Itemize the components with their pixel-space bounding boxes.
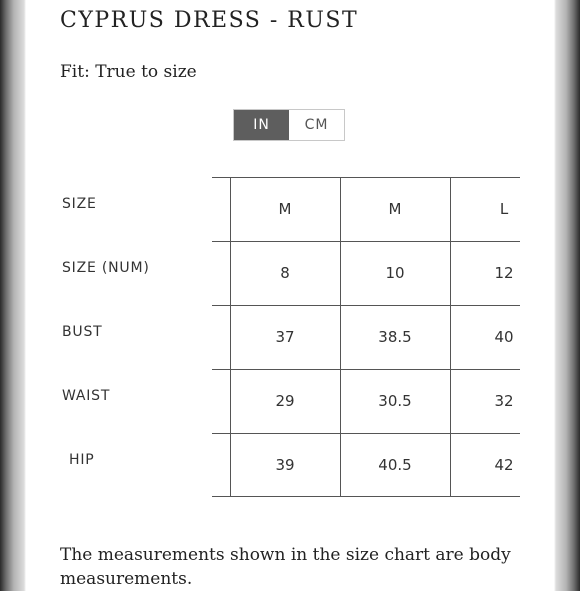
table-row-divider bbox=[212, 241, 520, 242]
table-cell: L bbox=[499, 200, 509, 218]
table-row-divider bbox=[212, 496, 520, 497]
table-column-divider bbox=[230, 177, 231, 497]
table-row-divider bbox=[212, 369, 520, 370]
table-cell: 8 bbox=[280, 264, 290, 282]
table-cell: 38.5 bbox=[378, 328, 412, 346]
table-cell: 32 bbox=[494, 392, 514, 410]
row-label-hip: HIP bbox=[69, 452, 95, 468]
table-column-divider bbox=[340, 177, 341, 497]
table-cell: 10 bbox=[385, 264, 405, 282]
product-title: CYPRUS DRESS - RUST bbox=[60, 8, 359, 33]
table-row-divider bbox=[212, 177, 520, 178]
table-cell: 12 bbox=[494, 264, 514, 282]
table-row-divider bbox=[212, 433, 520, 434]
unit-cm-button[interactable]: CM bbox=[289, 110, 344, 140]
row-label-size: SIZE bbox=[62, 196, 97, 212]
row-label-size-num: SIZE (NUM) bbox=[62, 260, 150, 276]
fit-info: Fit: True to size bbox=[60, 62, 197, 82]
table-column-divider bbox=[450, 177, 451, 497]
table-cell: 37 bbox=[275, 328, 295, 346]
table-cell: M bbox=[388, 200, 402, 218]
table-cell: 40 bbox=[494, 328, 514, 346]
row-label-waist: WAIST bbox=[62, 388, 111, 404]
table-cell: M bbox=[278, 200, 292, 218]
unit-in-button[interactable]: IN bbox=[234, 110, 289, 140]
table-cell: 30.5 bbox=[378, 392, 412, 410]
row-label-bust: BUST bbox=[62, 324, 103, 340]
table-row-divider bbox=[212, 305, 520, 306]
table-cell: 29 bbox=[275, 392, 295, 410]
unit-toggle bbox=[233, 109, 345, 141]
size-chart-table bbox=[212, 177, 520, 497]
table-cell: 39 bbox=[275, 456, 295, 474]
table-cell: 42 bbox=[494, 456, 514, 474]
measurement-note: The measurements shown in the size chart are body measurements. bbox=[60, 545, 511, 589]
table-cell: 40.5 bbox=[378, 456, 412, 474]
